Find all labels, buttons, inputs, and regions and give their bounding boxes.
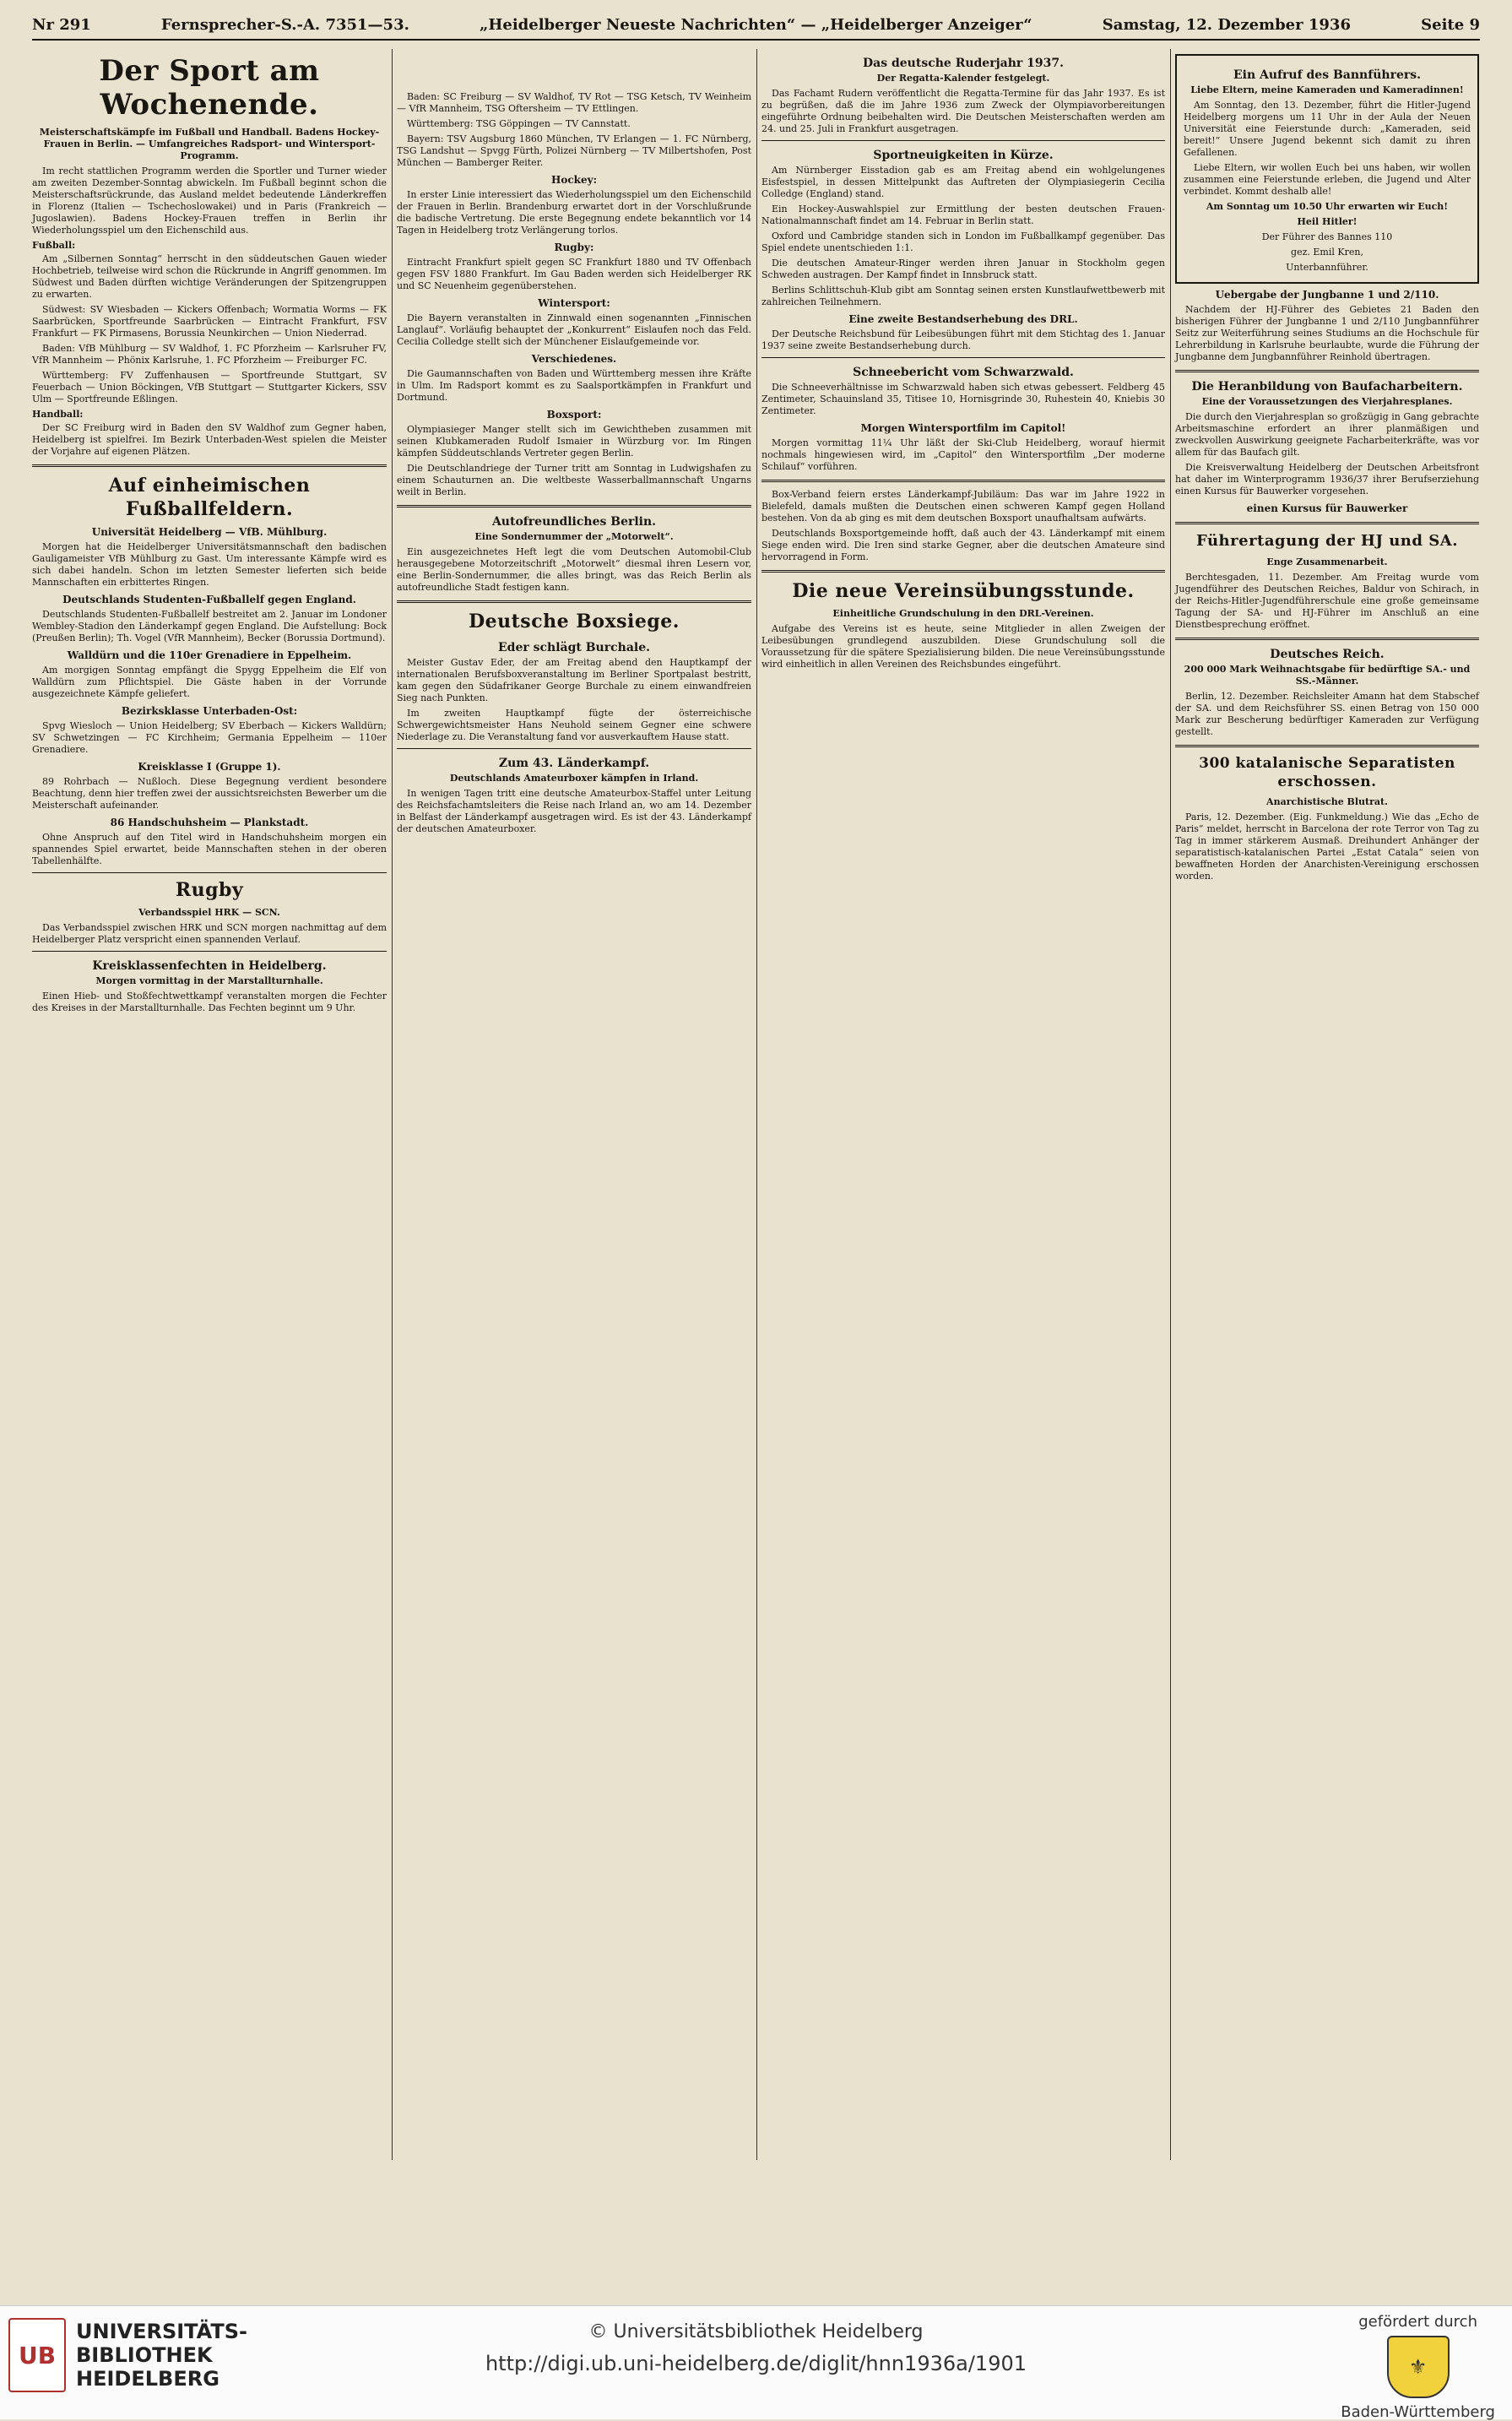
article-text: Die deutschen Amateur-Ringer werden ihren Januar in Stockholm gegen Schweden austragen. Der Kampf findet in Innsbruck statt.	[761, 258, 1165, 280]
page-header	[32, 10, 1480, 41]
section-heading: Boxsport:	[546, 409, 602, 421]
greeting: Liebe Eltern, meine Kameraden und Kameradinnen!	[1190, 84, 1464, 95]
library-name: UNIVERSITÄTS- BIBLIOTHEK HEIDELBERG	[76, 2320, 248, 2391]
article-heading: Walldürn und die 110er Grenadiere in Eppelheim.	[67, 649, 352, 661]
subheadline: Verbandsspiel HRK — SCN.	[138, 907, 280, 918]
salutation: Heil Hitler!	[1297, 216, 1358, 227]
article-text: Die Gaumannschaften von Baden und Württemberg messen ihre Kräfte in Ulm. Im Radsport kommt es zu Saalsportkämpfen in Frankfurt und Dortmund.	[397, 368, 751, 403]
section-heading: Fußball:	[32, 240, 76, 251]
divider	[761, 357, 1165, 358]
article-text: Die Schneeverhältnisse im Schwarzwald haben sich etwas gebessert. Feldberg 45 Zentimeter, Schauinsland 35, Titisee 10, Hornisgrinde 30, Ruhestein 40, Kniebis 30 Zentimeter.	[761, 382, 1165, 416]
subheadline: Deutschlands Amateurboxer kämpfen in Irland.	[449, 773, 699, 784]
article-text: Berchtesgaden, 11. Dezember. Am Freitag wurde vom Jugendführer des Deutschen Reiches, Baldur von Schirach, in der Reichs-Hitler-Jugendführerschule eine große gemeinsame Tagung der SA- und HJ-Führer im Anschluß an eine Dienstbesprechung eröffnet.	[1175, 572, 1479, 630]
headline-separatisten: 300 katalanische Separatisten erschossen.	[1199, 755, 1455, 790]
divider	[761, 570, 1165, 573]
column-4	[1175, 49, 1479, 886]
article-text: Ohne Anspruch auf den Titel wird in Handschuhsheim morgen ein spannendes Spiel erwartet, beide Mannschaften stehen in der oberen Tabellenhälfte.	[32, 832, 387, 866]
section-heading: Hockey:	[551, 174, 597, 186]
subheadline: Eine der Voraussetzungen des Vierjahresplanes.	[1201, 396, 1453, 407]
divider	[761, 480, 1165, 482]
subheadline: Meisterschaftskämpfe im Fußball und Handball. Badens Hockey-Frauen in Berlin. — Umfangreiches Radsport- und Wintersport-Programm.	[39, 127, 380, 161]
article-text: Morgen hat die Heidelberger Universitätsmannschaft den badischen Gauligameister VfB Mühlburg zu Gast. Um interessante Kämpfe wird es sich dabei handeln. Schon im letzten Semester lieferten sich beide Mannschaften ein erbittertes Ringen.	[32, 541, 387, 588]
article-text: Das Verbandsspiel zwischen HRK und SCN morgen nachmittag auf dem Heidelberger Platz verspricht einen spannenden Verlauf.	[32, 922, 387, 945]
subheadline: Eine Sondernummer der „Motorwelt“.	[474, 531, 674, 542]
headline-rugby: Rugby	[175, 879, 244, 901]
article-text: Der Deutsche Reichsbund für Leibesübungen führt mit dem Stichtag des 1. Januar 1937 seine zweite Bestandserhebung durch.	[761, 328, 1165, 351]
divider	[1175, 370, 1479, 372]
article-text: Paris, 12. Dezember. (Eig. Funkmeldung.) Wie das „Echo de Paris“ meldet, herrscht in Barcelona der rote Terror von Tag zu Tag in immer stärkerem Ausmaß. Dreihundert Anhänger der separatistisch-katalanischen Partei „Estat Catala“ seien von bewaffneten Horden der Anarchisten-Vereinigung erschossen worden.	[1175, 812, 1479, 882]
divider	[397, 600, 751, 603]
signature: gez. Emil Kren,	[1291, 247, 1363, 258]
article-heading: Uebergabe der Jungbanne 1 und 2/110.	[1215, 289, 1439, 301]
article-heading: Sportneuigkeiten in Kürze.	[873, 149, 1054, 162]
article-heading: 86 Handschuhsheim — Plankstadt.	[110, 817, 309, 828]
article-text: Württemberg: TSG Göppingen — TV Cannstatt.	[407, 118, 631, 129]
article-heading: Autofreundliches Berlin.	[491, 515, 657, 529]
digitization-footer	[0, 2305, 1512, 2419]
column-rule	[756, 49, 757, 2160]
article-heading: Das deutsche Ruderjahr 1937.	[863, 57, 1064, 70]
divider	[32, 872, 387, 873]
article-heading: Kreisklassenfechten in Heidelberg.	[92, 959, 327, 973]
funding-badge[interactable]	[1341, 2313, 1495, 2421]
article-heading: Eine zweite Bestandserhebung des DRL.	[848, 313, 1078, 325]
article-text: Die Bayern veranstalten in Zinnwald einen sogenannten „Finnischen Langlauf“. Vorläufig behauptet der „Konkurrent“ Eislaufen noch das Feld. Cecilia Colledge stellt sich der Münchener Eislaufgemeinde vor.	[397, 312, 751, 347]
headline-fuehrertagung: Führertagung der HJ und SA.	[1196, 532, 1458, 550]
state-name: Baden-Württemberg	[1341, 2403, 1495, 2421]
phone-number: Fernsprecher-S.-A. 7351—53.	[160, 15, 409, 34]
article-text: Im zweiten Hauptkampf fügte der österreichische Schwergewichtsmeister Hans Neuhold seinem Gegner eine schwere Niederlage zu. Die Veranstaltung fand vor ausverkauftem Hause statt.	[397, 708, 751, 742]
article-text: Eintracht Frankfurt spielt gegen SC Frankfurt 1880 und TV Offenbach gegen FSV 1880 Frankfurt. Im Gau Baden werden sich Heidelberger RK und SC Neuenheim gegenüberstehen.	[397, 257, 751, 291]
article-text: Am Nürnberger Eisstadion gab es am Freitag abend ein wohlgelungenes Eisfestspiel, in dessen Mittelpunkt das Auftreten der Olympiasiegerin Cecilia Colledge (England) stand.	[761, 165, 1165, 199]
article-text: In wenigen Tagen tritt eine deutsche Amateurbox-Staffel unter Leitung des Reichsfachamtsleiters die Reise nach Irland an, wo am 14. Dezember in Belfast der Länderkampf ausgetragen wird. Es ist der 43. Länderkampf der deutschen Amateurboxer.	[397, 788, 751, 834]
divider	[32, 951, 387, 952]
article-text: Deutschlands Studenten-Fußballelf bestreitet am 2. Januar im Londoner Wembley-Stadion den Länderkampf gegen England. Die Aufstellung: Bock (Preußen Berlin); Th. Vogel (VfR Mannheim), Becker (Borussia Dortmund).	[32, 609, 387, 643]
subheadline: Morgen vormittag in der Marstallturnhalle.	[95, 975, 323, 986]
page-number: Seite 9	[1421, 15, 1480, 34]
article-heading: Bezirksklasse Unterbaden-Ost:	[121, 705, 298, 717]
article-heading: Universität Heidelberg — VfB. Mühlburg.	[91, 526, 328, 538]
article-text: Nachdem der HJ-Führer des Gebietes 21 Baden den bisherigen Führer der Jungbanne 1 und 2/110 Jungbannführer Seitz zur Weiterführung seines Studiums an die Hochschule für Lehrerbildung in Karlsruhe beurlaubte, wurde die Führung der Jungbanne dem Jungbannführer Reinhold übertragen.	[1175, 304, 1479, 362]
bann-announcement	[1175, 54, 1479, 284]
article-text: Liebe Eltern, wir wollen Euch bei uns haben, wir wollen zusammen eine Feierstunde erleben, die Jugend und Alter verbindet. Kommt deshalb alle!	[1184, 162, 1471, 197]
article-text: Aufgabe des Vereins ist es heute, seine Mitglieder in allen Zweigen der Leibesübungen grundlegend auszubilden. Diese Grundschulung soll die Voraussetzung für die spätere Spezialisierung bilden. Die neue Vereinsübungsstunde wird einheitlich in allen Vereinen des Reichsbundes eingeführt.	[761, 623, 1165, 670]
article-heading: Deutsches Reich.	[1270, 648, 1385, 661]
newspaper-name: „Heidelberger Neueste Nachrichten“ — „Heidelberger Anzeiger“	[480, 15, 1032, 34]
state-crest-icon: ⚜	[1387, 2336, 1450, 2398]
column-3	[761, 49, 1165, 674]
article-text: Die durch den Vierjahresplan so großzügig in Gang gebrachte Arbeitsmaschine erfordert an ihrer planmäßigen und zweckvollen Auswirkung geeignete Facharbeiterkräfte, was vor allem für das Baufach gilt.	[1175, 411, 1479, 458]
article-text: Im recht stattlichen Programm werden die Sportler und Turner wieder am zweiten Dezember-Sonntag abwickeln. Im Fußball beginnt schon die Meisterschaftsrückrunde, das Ausland meldet bedeutende Länderkreffen in Florenz (Italien — Tschechoslowakei) und in Paris (Frankreich — Jugoslawien). Badens Hockey-Frauen treffen in Berlin ihr Wiederholungsspiel um den Eichenschild aus.	[32, 166, 387, 236]
article-heading: Deutschlands Studenten-Fußballelf gegen England.	[62, 594, 356, 605]
article-text: Berlins Schlittschuh-Klub gibt am Sonntag seinen ersten Kunstlaufwettbewerb mit zahlreichen Teilnehmern.	[761, 285, 1165, 307]
column-rule	[392, 49, 393, 2160]
article-heading: Morgen Wintersportfilm im Capitol!	[860, 422, 1066, 434]
divider	[32, 464, 387, 467]
article-text: Berlin, 12. Dezember. Reichsleiter Amann hat dem Stabschef der SA. und dem Reichsführer SS. einen Betrag von 150 000 Mark zur Bescherung bedürftiger Kameraden zur Verfügung gestellt.	[1175, 691, 1479, 737]
headline-local-football: Auf einheimischen Fußballfeldern.	[108, 475, 311, 520]
article-text: Der SC Freiburg wird in Baden den SV Waldhof zum Gegner haben, Heidelberg ist spielfrei. Im Bezirk Unterbaden-West spielen die Meister der Vorjahre auf eigenen Plätzen.	[32, 422, 387, 457]
article-text: Einen Hieb- und Stoßfechtwettkampf veranstalten morgen die Fechter des Kreises in der Marstallturnhalle. Das Fechten beginnt um 9 Uhr.	[32, 991, 387, 1013]
article-text: In erster Linie interessiert das Wiederholungsspiel um den Eichenschild der Frauen in Berlin. Brandenburg erwartet dort in der Vorschlußrunde die badische Vertretung. Die erste Begegnung endete bekanntlich vor 14 Tagen in Heidelberg trotz Verlängerung torlos.	[397, 189, 751, 236]
column-rule	[1170, 49, 1171, 2160]
issue-number: Nr 291	[32, 15, 91, 34]
article-heading: Schneebericht vom Schwarzwald.	[853, 366, 1074, 379]
copyright-notice: © Universitätsbibliothek Heidelberg	[588, 2321, 924, 2342]
divider	[1175, 638, 1479, 640]
section-heading: Handball:	[32, 409, 84, 420]
article-text: Die Kreisverwaltung Heidelberg der Deutschen Arbeitsfront hat daher im Winterprogramm 1936/37 ihrer Berufserziehung einen Kursus für Bauwerker vorgesehen.	[1175, 462, 1479, 497]
article-text: Deutschlands Boxsportgemeinde hofft, daß auch der 43. Länderkampf mit einem Siege enden wird. Die Iren sind starke Gegner, aber die deutschen Amateure sind hervorragend in Form.	[761, 528, 1165, 562]
article-text: Württemberg: FV Zuffenhausen — Sportfreunde Stuttgart, SV Feuerbach — Union Böckingen, VfB Stuttgart — Stuttgarter Kickers, SSV Ulm — Sportfreunde Eßlingen.	[32, 370, 387, 404]
divider	[761, 140, 1165, 141]
headline-boxing: Deutsche Boxsiege.	[469, 611, 680, 632]
subheadline: Enge Zusammenarbeit.	[1266, 556, 1388, 567]
article-text: Baden: VfB Mühlburg — SV Waldhof, 1. FC Pforzheim — Karlsruher FV, VfR Mannheim — Phönix Karlsruhe, 1. FC Pforzheim — Freiburger FC.	[32, 343, 387, 366]
article-text: Ein Hockey-Auswahlspiel zur Ermittlung der besten deutschen Frauen-Nationalmannschaft findet am 14. Februar in Berlin statt.	[761, 204, 1165, 226]
divider	[1175, 522, 1479, 524]
section-heading: Verschiedenes.	[531, 353, 617, 365]
article-text: Am „Silbernen Sonntag“ herrscht in den süddeutschen Gauen wieder Hochbetrieb, teilweise wird schon die Rückrunde in Angriff genommen. Im Südwest und Baden dürften wichtige Veränderungen der Spitzengruppen zu erwarten.	[32, 253, 387, 300]
article-text: 89 Rohrbach — Nußloch. Diese Begegnung verdient besondere Beachtung, denn hier treffen zwei der aussichtsreichsten Bewerber um die Meisterschaft aufeinander.	[32, 776, 387, 811]
funded-by-label: gefördert durch	[1358, 2313, 1477, 2331]
article-text: Am Sonntag um 10.50 Uhr erwarten wir Euch!	[1206, 201, 1449, 212]
article-heading: Ein Aufruf des Bannführers.	[1233, 68, 1422, 82]
article-heading: Zum 43. Länderkampf.	[498, 757, 650, 770]
headline-vereinsstunde: Die neue Vereinsübungsstunde.	[792, 580, 1135, 602]
article-heading: Die Heranbildung von Baufacharbeitern.	[1191, 380, 1463, 394]
divider	[397, 505, 751, 508]
headline-sport: Der Sport am Wochenende.	[99, 54, 320, 122]
issue-date: Samstag, 12. Dezember 1936	[1102, 15, 1351, 34]
article-heading: Eder schlägt Burchale.	[498, 641, 650, 654]
permalink[interactable]: http://digi.ub.uni-heidelberg.de/diglit/hnn1936a/1901	[485, 2352, 1027, 2375]
subheadline: Einheitliche Grundschulung in den DRL-Vereinen.	[832, 608, 1094, 619]
article-text: Am morgigen Sonntag empfängt die Spygg Eppelheim die Elf von Walldürn zum Pflichtspiel. Die Gäste haben in der Vorrunde ausgezeichnete Kämpfe geliefert.	[32, 665, 387, 699]
article-text: Das Fachamt Rudern veröffentlicht die Regatta-Termine für das Jahr 1937. Es ist zu begrüßen, daß die im Jahre 1936 zum Zweck der Olympiavorbereitungen eingeführte Ordnung beibehalten wird. Die Deutschen Meisterschaften werden am 24. und 25. Juli in Frankfurt ausgetragen.	[761, 88, 1165, 134]
article-text: Morgen vormittag 11¼ Uhr läßt der Ski-Club Heidelberg, worauf hiermit nochmals hingewiesen wird, im „Capitol“ den Wintersportfilm „Der moderne Schilauf“ vorführen.	[761, 437, 1165, 472]
article-text: Baden: SC Freiburg — SV Waldhof, TV Rot — TSG Ketsch, TV Weinheim — VfR Mannheim, TSG Oftersheim — TV Ettlingen.	[397, 91, 751, 114]
subheadline: Anarchistische Blutrat.	[1266, 796, 1388, 807]
article-text: Oxford und Cambridge standen sich in London im Fußballkampf gegenüber. Das Spiel endete unentschieden 1:1.	[761, 231, 1165, 253]
divider	[1175, 745, 1479, 747]
article-text: Die Deutschlandriege der Turner tritt am Sonntag in Ludwigshafen zu einem Schauturnen an. Die weltbeste Wasserballmannschaft Ungarns weilt in Berlin.	[397, 463, 751, 497]
article-heading: Kreisklasse I (Gruppe 1).	[138, 761, 281, 773]
article-text: Box-Verband feiern erstes Länderkampf-Jubiläum: Das war im Jahre 1922 in Bielefeld, damals mußten die Deutschen einen schweren Kampf gegen Holland bestehen. Von da ab ging es mit dem deutschen Boxsport unaufhaltsam aufwärts.	[761, 489, 1165, 524]
column-1	[32, 49, 387, 1018]
divider	[397, 748, 751, 749]
signature: Der Führer des Bannes 110	[1261, 231, 1393, 242]
article-heading: einen Kursus für Bauwerker	[1246, 502, 1408, 514]
article-text: Bayern: TSV Augsburg 1860 München, TV Erlangen — 1. FC Nürnberg, TSG Landshut — Spvgg Fürth, Polizei Nürnberg — TV Milbertshofen, Post München — Bamberger Reiter.	[397, 133, 751, 168]
article-text: Südwest: SV Wiesbaden — Kickers Offenbach; Wormatia Worms — FK Saarbrücken, Sportfreunde Saarbrücken — Eintracht Frankfurt, FSV Frankfurt — FK Pirmasens, Borussia Neunkirchen — Union Niederrad.	[32, 304, 387, 339]
section-heading: Rugby:	[554, 242, 594, 253]
subheadline: Der Regatta-Kalender festgelegt.	[876, 73, 1050, 84]
article-text: Am Sonntag, den 13. Dezember, führt die Hitler-Jugend Heidelberg morgens um 11 Uhr in der Aula der Neuen Universität eine Feierstunde durch: „Kameraden, seid bereit!“ Unsere Jugend bekennt sich damit zu ihren Gefallenen.	[1184, 100, 1471, 158]
subheadline: 200 000 Mark Weihnachtsgabe für bedürftige SA.- und SS.-Männer.	[1184, 664, 1471, 687]
section-heading: Wintersport:	[538, 297, 610, 309]
article-text: Meister Gustav Eder, der am Freitag abend den Hauptkampf der internationalen Berufsboxveranstaltung im Berliner Sportpalast bestritt, kam gegen den Südafrikaner George Burchale zu einem einwandfreien Sieg nach Punkten.	[397, 657, 751, 703]
article-text: Olympiasieger Manger stellt sich im Gewichtheben zusammen mit seinen Klubkameraden Rudolf Ismaier in Würzburg vor. Im Ringen kämpfen Süddeutschlands Vertreter gegen Berlin.	[397, 424, 751, 459]
article-text: Ein ausgezeichnetes Heft legt die vom Deutschen Automobil-Club herausgegebene Motorzeitschrift „Motorwelt“ diesmal ihren Lesern vor, eine Berlin-Sondernummer, die alles bringt, was das Reich Berlin als autofreundliche Stadt festigen kann.	[397, 546, 751, 593]
signature: Unterbannführer.	[1286, 262, 1368, 273]
column-2	[397, 49, 751, 839]
library-seal-icon: UB	[8, 2318, 66, 2392]
article-text: Spvg Wiesloch — Union Heidelberg; SV Eberbach — Kickers Walldürn; SV Schwetzingen — FC Kirchheim; Germania Eppelheim — 110er Grenadiere.	[32, 720, 387, 755]
